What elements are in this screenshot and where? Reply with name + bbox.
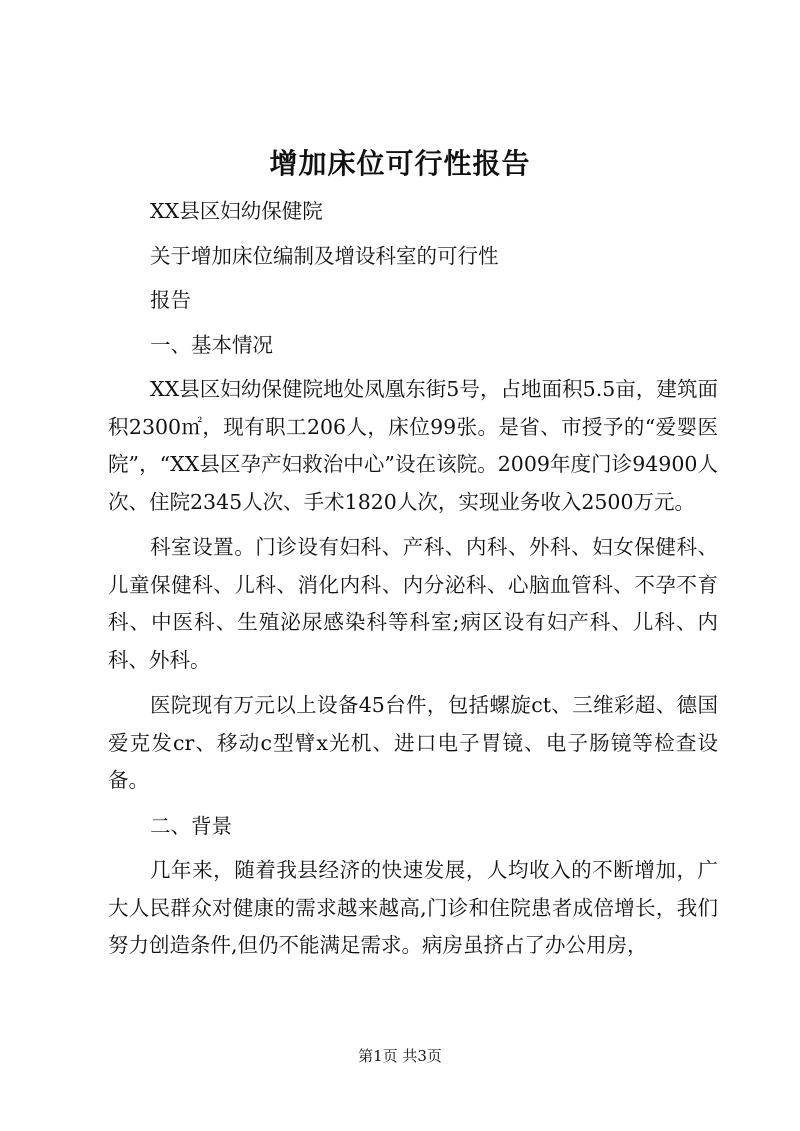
document-title: 增加床位可行性报告: [269, 147, 531, 180]
paragraph-equipment: 医院现有万元以上设备45台件，包括螺旋ct、三维彩超、德国爱克发cr、移动c型臂x光机、进口电子胃镜、电子肠镜等检查设备。: [108, 693, 718, 792]
section-heading-background: 二、背景: [150, 813, 232, 838]
paragraph-hospital-name: XX县区妇幼保健院: [150, 199, 323, 223]
paragraph-report-subject: 关于增加床位编制及增设科室的可行性: [150, 243, 499, 268]
paragraph-report-word: 报告: [150, 288, 191, 312]
document-body: [108, 193, 718, 973]
paragraph-background: 几年来，随着我县经济的快速发展，人均收入的不断增加，广大人民群众对健康的需求越来越高,门诊和住院患者成倍增长，我们努力创造条件,但仍不能满足需求。病房虽挤占了办公用房，: [108, 858, 718, 957]
section-heading-basic-info: 一、基本情况: [150, 332, 273, 357]
paragraph-basic-info: XX县区妇幼保健院地处凤凰东街5号，占地面积5.5亩，建筑面积2300㎡，现有职工206人，床位99张。是省、市授予的“爱婴医院”，“XX县区孕产妇救治中心”设在该院。2009年度门诊94900人次、住院2345人次、手术1820人次，实现业务收入2500万元。: [108, 377, 718, 514]
page-number-footer: 第1页 共3页: [358, 1047, 442, 1065]
paragraph-departments: 科室设置。门诊设有妇科、产科、内科、外科、妇女保健科、儿童保健科、儿科、消化内科、内分泌科、心脑血管科、不孕不育科、中医科、生殖泌尿感染科等科室;病区设有妇产科、儿科、内科、外科。: [108, 535, 718, 672]
